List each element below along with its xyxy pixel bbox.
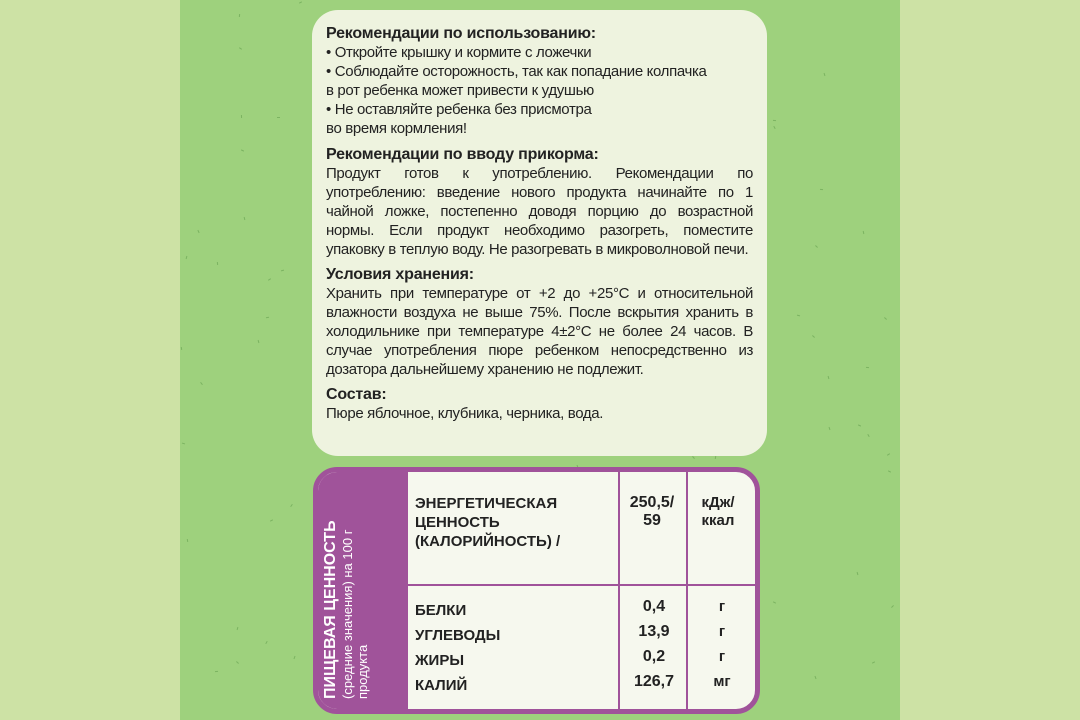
nutrition-header <box>318 472 408 709</box>
paper-fiber <box>182 443 185 445</box>
nutrition-header-band <box>318 472 408 709</box>
feeding-title: Рекомендации по вводу прикорма: <box>326 146 599 163</box>
fat-value: 0,2 <box>642 648 666 665</box>
paper-fiber <box>891 605 894 608</box>
fat-label: ЖИРЫ <box>415 652 465 669</box>
paper-fiber <box>268 278 271 280</box>
paper-fiber <box>215 671 218 672</box>
paper-fiber <box>197 230 199 233</box>
usage-line: во время кормления! <box>326 120 467 137</box>
protein-label: БЕЛКИ <box>415 602 467 619</box>
paper-fiber <box>884 317 887 320</box>
paper-fiber <box>266 317 269 318</box>
paper-fiber <box>824 73 826 76</box>
paper-fiber <box>270 519 273 521</box>
nutrition-subtitle: (средние значения) на 100 г продукта <box>340 529 370 699</box>
paper-fiber <box>863 231 865 234</box>
fat-unit: г <box>718 648 726 665</box>
paper-fiber <box>265 641 267 644</box>
paper-fiber <box>858 424 861 426</box>
background-left <box>0 0 180 720</box>
paper-fiber <box>773 601 776 603</box>
paper-fiber <box>814 676 816 679</box>
nutrition-title: ПИЩЕВАЯ ЦЕННОСТЬ <box>322 520 339 699</box>
carbs-value: 13,9 <box>638 623 670 640</box>
paper-fiber <box>187 539 188 542</box>
paper-fiber <box>237 627 239 630</box>
composition-text: Пюре яблочное, клубника, черника, вода. <box>326 405 604 422</box>
carbs-label: УГЛЕВОДЫ <box>415 627 501 644</box>
feeding-text: Продукт готов к употреблению. Рекомендации по употреблению: введение нового продукта начинайте по 1 чайной ложке, постепенно доводя порцию до возрастной нормы. Если продукт необходимо разогреть, поместите упаковку в теплую воду. Не разогревать в микроволновой печи. <box>326 165 753 258</box>
paper-fiber <box>820 189 823 190</box>
energy-unit: кДж/ ккал <box>701 494 735 529</box>
column-divider <box>686 472 688 709</box>
paper-fiber <box>867 434 869 437</box>
paper-fiber <box>812 335 815 338</box>
paper-fiber <box>828 376 830 379</box>
paper-fiber <box>244 217 246 220</box>
usage-line: • Соблюдайте осторожность, так как попадание колпачка <box>326 63 707 80</box>
paper-fiber <box>887 453 890 455</box>
paper-fiber <box>888 470 891 472</box>
carbs-unit: г <box>718 623 726 640</box>
paper-fiber <box>181 347 182 350</box>
paper-fiber <box>277 117 280 118</box>
paper-fiber <box>797 315 800 317</box>
paper-fiber <box>290 504 293 507</box>
usage-line: в рот ребенка может привести к удушью <box>326 82 594 99</box>
nutrition-table <box>313 467 760 714</box>
background-right <box>900 0 1080 720</box>
usage-line: • Откройте крышку и кормите с ложечки <box>326 44 592 61</box>
paper-fiber <box>241 115 242 118</box>
composition-title: Состав: <box>326 386 387 403</box>
paper-fiber <box>200 382 203 385</box>
paper-fiber <box>258 340 260 343</box>
protein-unit: г <box>718 598 726 615</box>
paper-fiber <box>241 149 244 151</box>
protein-value: 0,4 <box>642 598 666 615</box>
paper-fiber <box>281 270 284 272</box>
paper-fiber <box>829 427 831 430</box>
storage-text: Хранить при температуре от +2 до +25°С и относительной влажности воздуха не выше 75%. После вскрытия хранить в холодильнике при температуре 4±2°С не более 24 часов. В случае употребления пюре ребенком непосредственно из дозатора дальнейшему хранению не подлежит. <box>326 285 753 378</box>
paper-fiber <box>866 367 869 368</box>
paper-fiber <box>773 126 775 129</box>
paper-fiber <box>692 456 695 459</box>
paper-fiber <box>186 256 188 259</box>
instructions-card <box>312 10 767 456</box>
usage-title: Рекомендации по использованию: <box>326 25 596 42</box>
energy-label: ЭНЕРГЕТИЧЕСКАЯ ЦЕННОСТЬ (КАЛОРИЙНОСТЬ) / <box>415 495 561 550</box>
energy-value: 250,5/ 59 <box>629 494 675 529</box>
paper-fiber <box>715 456 716 459</box>
paper-fiber <box>239 47 242 49</box>
paper-fiber <box>815 245 818 248</box>
paper-fiber <box>239 14 240 17</box>
potassium-value: 126,7 <box>633 673 675 690</box>
potassium-label: КАЛИЙ <box>415 677 468 694</box>
storage-title: Условия хранения: <box>326 266 474 283</box>
paper-fiber <box>217 262 218 265</box>
paper-fiber <box>299 1 302 3</box>
paper-fiber <box>236 661 239 664</box>
column-divider <box>618 472 620 709</box>
paper-fiber <box>872 661 875 663</box>
usage-line: • Не оставляйте ребенка без присмотра <box>326 101 592 118</box>
paper-fiber <box>857 572 859 575</box>
potassium-unit: мг <box>713 673 731 690</box>
paper-fiber <box>773 120 776 121</box>
paper-fiber <box>293 656 295 659</box>
row-divider <box>408 584 755 586</box>
